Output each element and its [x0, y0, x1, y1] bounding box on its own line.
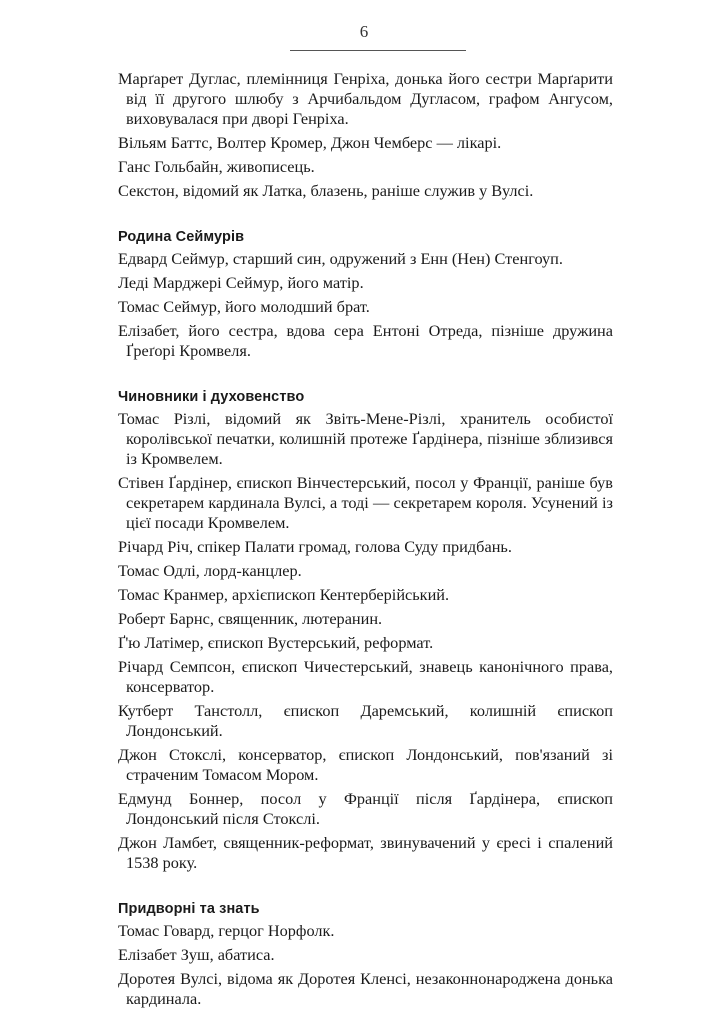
section-spacer — [118, 877, 613, 899]
list-item: Доротея Вулсі, відома як Доротея Кленсі, незаконнонароджена донька кардинала. — [118, 969, 613, 1008]
list-item: Стівен Ґардінер, єпископ Вінчестерський, посол у Франції, раніше був секретарем кардинала Вулсі, а тоді — секретарем короля. Усунений із цієї посади Кромвелем. — [118, 473, 613, 532]
list-item: Томас Кранмер, архієпископ Кентерберійський. — [118, 585, 450, 604]
section-courtiers-nobility — [118, 899, 613, 1009]
section-officials-clergy — [118, 387, 613, 873]
list-item: Секстон, відомий як Латка, блазень, раніше служив у Вулсі. — [118, 181, 534, 200]
list-item: Марґарет Дуглас, племінниця Генріха, донька його сестри Марґарити від її другого шлюбу з Арчибальдом Дугласом, графом Ангусом, виховувалася при дворі Генріха. — [118, 69, 613, 128]
list-item: Томас Говард, герцог Норфолк. — [118, 921, 335, 940]
list-item: Томас Сеймур, його молодший брат. — [118, 297, 370, 316]
page-number: 6 — [359, 22, 369, 41]
list-item: Вільям Баттс, Волтер Кромер, Джон Чемберс — лікарі. — [118, 133, 502, 152]
list-item: Джон Ламбет, священник-реформат, звинувачений у єресі і спалений 1538 року. — [118, 833, 613, 872]
list-item: Томас Різлі, відомий як Звіть-Мене-Різлі, хранитель особистої королівської печатки, колишній протеже Ґардінера, пізніше зблизився із Кромвелем. — [118, 409, 613, 468]
section-spacer — [118, 365, 613, 387]
list-item: Едмунд Боннер, посол у Франції після Ґардінера, єпископ Лондонський після Стокслі. — [118, 789, 613, 828]
section-heading: Родина Сеймурів — [118, 229, 245, 245]
header-rule — [290, 50, 466, 51]
section-heading: Придворні та знать — [118, 901, 260, 917]
list-item: Елізабет, його сестра, вдова сера Ентоні Отреда, пізніше дружина Ґреґорі Кромвеля. — [118, 321, 613, 360]
list-item: Леді Марджері Сеймур, його матір. — [118, 273, 364, 292]
intro-list — [118, 69, 613, 201]
list-item: Джон Стокслі, консерватор, єпископ Лондонський, пов'язаний зі страченим Томасом Мором. — [118, 745, 613, 784]
section-seymour-family — [118, 227, 613, 361]
section-spacer — [118, 205, 613, 227]
page-body — [118, 69, 613, 1013]
list-item: Ганс Гольбайн, живописець. — [118, 157, 315, 176]
list-item: Роберт Барнс, священник, лютеранин. — [118, 609, 383, 628]
list-item: Річард Річ, спікер Палати громад, голова Суду придбань. — [118, 537, 512, 556]
list-item: Ґ'ю Латімер, єпископ Вустерський, реформат. — [118, 633, 434, 652]
list-item: Елізабет Зуш, абатиса. — [118, 945, 275, 964]
list-item: Річард Семпсон, єпископ Чичестерський, знавець канонічного права, консерватор. — [118, 657, 613, 696]
section-heading: Чиновники і духовенство — [118, 389, 305, 405]
list-item: Томас Одлі, лорд-канцлер. — [118, 561, 302, 580]
list-item: Едвард Сеймур, старший син, одружений з Енн (Нен) Стенгоуп. — [118, 249, 563, 268]
list-item: Кутберт Танстолл, єпископ Даремський, колишній єпископ Лондонський. — [118, 701, 613, 740]
